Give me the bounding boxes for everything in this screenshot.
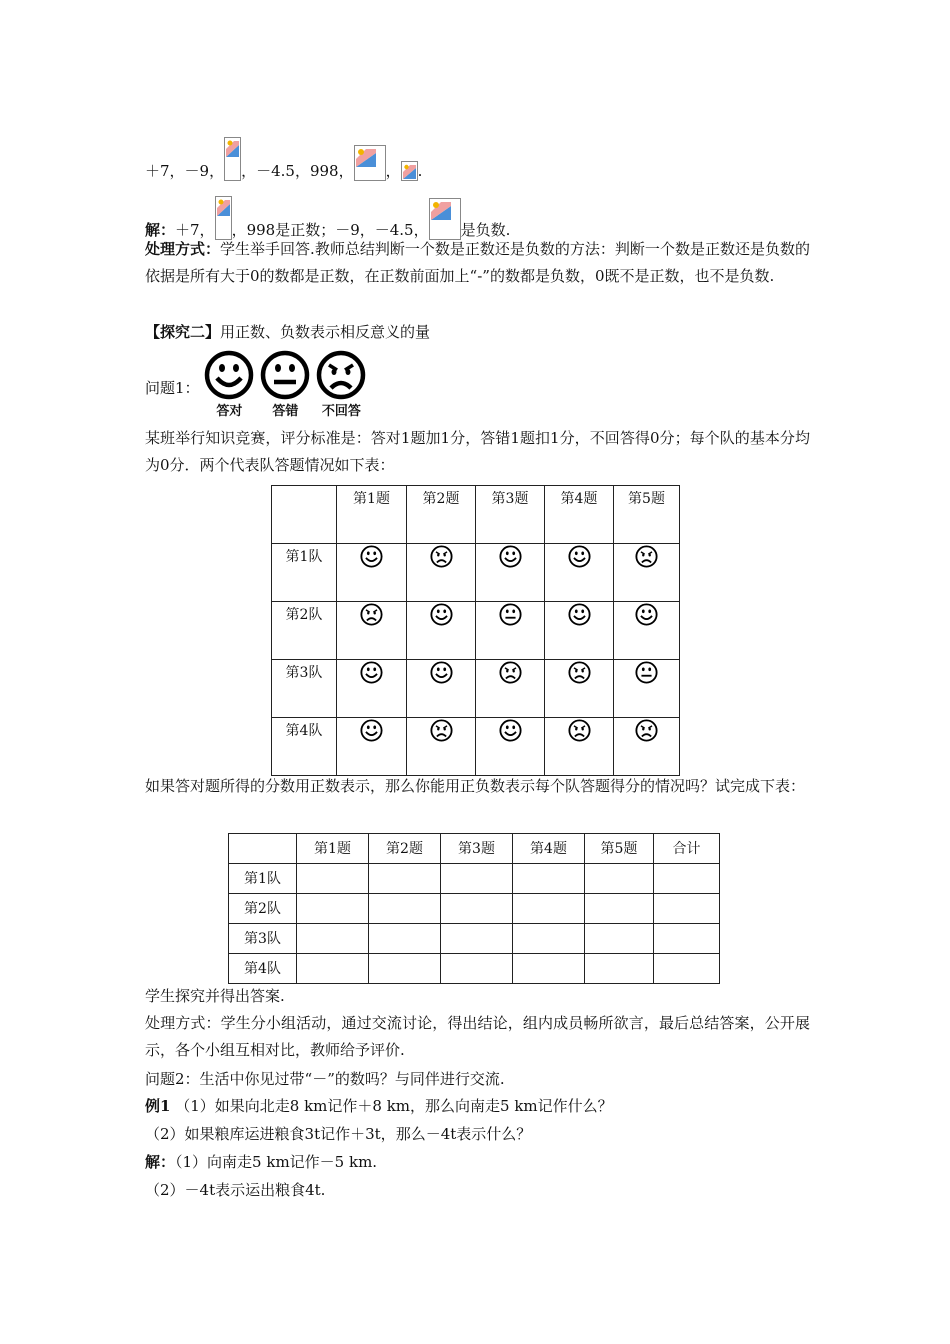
question-paragraph: 如果答对题所得的分数用正数表示，那么你能用正负数表示每个队答题得分的情况吗？试完成下表： <box>145 777 806 795</box>
score-cell[interactable] <box>369 894 441 924</box>
frown-face-icon <box>568 661 591 684</box>
column-header: 第1题 <box>297 834 369 864</box>
face-cell <box>337 602 407 660</box>
broken-image-icon <box>354 145 386 181</box>
team-label: 第1队 <box>229 864 297 894</box>
face-cell <box>337 718 407 776</box>
table-row <box>272 544 680 602</box>
broken-image-icon <box>215 196 232 240</box>
column-header: 第4题 <box>545 486 614 544</box>
smile-face-icon <box>499 545 522 568</box>
smile-face-icon <box>568 603 591 626</box>
column-header: 第1题 <box>337 486 407 544</box>
table-row <box>272 718 680 776</box>
face-legend-item <box>316 350 366 422</box>
solution-part-2: （2）－4t表示运出粮食4t. <box>145 1181 326 1199</box>
frown-face-icon <box>568 719 591 742</box>
team-label: 第3队 <box>272 660 337 718</box>
face-cell <box>337 544 407 602</box>
column-header: 合计 <box>654 834 720 864</box>
face-cell <box>614 660 680 718</box>
score-cell[interactable] <box>654 894 720 924</box>
score-cell[interactable] <box>297 924 369 954</box>
face-cell <box>476 660 545 718</box>
score-cell[interactable] <box>369 864 441 894</box>
smile-face-icon <box>635 603 658 626</box>
broken-image-icon <box>401 161 418 181</box>
score-cell[interactable] <box>585 954 654 984</box>
face-cell <box>407 602 476 660</box>
score-cell[interactable] <box>513 954 585 984</box>
broken-image-icon <box>429 198 461 240</box>
frown-face-icon <box>430 545 453 568</box>
smile-face-icon <box>204 350 254 400</box>
neutral-face-icon <box>260 350 310 400</box>
face-cell <box>476 602 545 660</box>
column-header: 第5题 <box>585 834 654 864</box>
face-legend-item <box>260 350 310 422</box>
face-cell <box>407 544 476 602</box>
method-paragraph: 处理方式：学生举手回答.教师总结判断一个数是正数还是负数的方法：判断一个数是正数还是负数的依据是所有大于0的数都是正数，在正数前面加上“-”的数都是负数，0既不是正数，也不是负数. <box>145 240 810 285</box>
column-header: 第5题 <box>614 486 680 544</box>
score-cell[interactable] <box>441 954 513 984</box>
frown-face-icon <box>499 661 522 684</box>
team-label: 第4队 <box>272 718 337 776</box>
score-cell[interactable] <box>297 864 369 894</box>
score-cell[interactable] <box>369 924 441 954</box>
method-2-paragraph: 处理方式：学生分小组活动，通过交流讨论，得出结论，组内成员畅所欲言，最后总结答案，公开展示，各个小组互相对比，教师给予评价. <box>145 1014 810 1059</box>
team-label: 第1队 <box>272 544 337 602</box>
face-legend-label: 不回答 <box>321 404 361 419</box>
face-legend-label: 答对 <box>216 404 243 419</box>
score-cell[interactable] <box>513 894 585 924</box>
smile-face-icon <box>499 719 522 742</box>
face-cell <box>614 718 680 776</box>
smile-face-icon <box>430 661 453 684</box>
score-cell[interactable] <box>654 924 720 954</box>
example-1-line: 例1 （1）如果向北走8 km记作＋8 km，那么向南走5 km记作什么？ <box>145 1097 613 1115</box>
face-cell <box>545 602 614 660</box>
score-cell[interactable] <box>585 894 654 924</box>
question-1: 问题1： 答对 答错 不回答 <box>145 350 372 422</box>
score-cell[interactable] <box>585 864 654 894</box>
column-header: 第3题 <box>476 486 545 544</box>
face-cell <box>407 660 476 718</box>
table-row <box>229 864 720 894</box>
score-cell[interactable] <box>441 864 513 894</box>
smile-face-icon <box>360 719 383 742</box>
score-cell[interactable] <box>297 954 369 984</box>
face-legend-label: 答错 <box>272 404 299 419</box>
column-header: 第3题 <box>441 834 513 864</box>
score-table <box>228 833 720 984</box>
table-row <box>272 602 680 660</box>
face-cell <box>407 718 476 776</box>
frown-face-icon <box>430 719 453 742</box>
question-2: 问题2：生活中你见过带“－”的数吗？与同伴进行交流. <box>145 1070 505 1088</box>
face-legend-item <box>204 350 254 422</box>
table-row <box>229 894 720 924</box>
table-row <box>229 924 720 954</box>
score-cell[interactable] <box>585 924 654 954</box>
score-cell[interactable] <box>513 864 585 894</box>
answer-situation-table <box>271 485 680 776</box>
column-header <box>229 834 297 864</box>
score-cell[interactable] <box>654 954 720 984</box>
face-cell <box>545 544 614 602</box>
frown-face-icon <box>635 719 658 742</box>
example-1-part-2: （2）如果粮库运进粮食3t记作＋3t，那么－4t表示什么？ <box>145 1125 532 1143</box>
face-cell <box>476 718 545 776</box>
smile-face-icon <box>568 545 591 568</box>
smile-face-icon <box>360 545 383 568</box>
face-cell <box>476 544 545 602</box>
section-heading: 【探究二】用正数、负数表示相反意义的量 <box>145 323 431 341</box>
face-cell <box>614 602 680 660</box>
score-cell[interactable] <box>297 894 369 924</box>
column-header: 第4题 <box>513 834 585 864</box>
column-header: 第2题 <box>407 486 476 544</box>
face-cell <box>614 544 680 602</box>
team-label: 第2队 <box>272 602 337 660</box>
neutral-face-icon <box>499 603 522 626</box>
table-row <box>272 660 680 718</box>
frown-face-icon <box>635 545 658 568</box>
team-label: 第3队 <box>229 924 297 954</box>
answer-line: 解：＋7， ，998是正数；－9，－4.5， 是负数. <box>145 196 510 240</box>
score-cell[interactable] <box>441 924 513 954</box>
score-cell[interactable] <box>654 864 720 894</box>
face-cell <box>337 660 407 718</box>
team-label: 第4队 <box>229 954 297 984</box>
solution-line: 解：（1）向南走5 km记作－5 km. <box>145 1153 378 1171</box>
frown-face-icon <box>360 603 383 626</box>
table-header-row <box>229 834 720 864</box>
neutral-face-icon <box>635 661 658 684</box>
broken-image-icon <box>224 137 241 181</box>
smile-face-icon <box>430 603 453 626</box>
column-header: 第2题 <box>369 834 441 864</box>
frown-face-icon <box>316 350 366 400</box>
score-cell[interactable] <box>513 924 585 954</box>
score-cell[interactable] <box>441 894 513 924</box>
table-header-row <box>272 486 680 544</box>
student-answer: 学生探究并得出答案. <box>145 987 285 1005</box>
team-label: 第2队 <box>229 894 297 924</box>
column-header <box>272 486 337 544</box>
smile-face-icon <box>360 661 383 684</box>
score-cell[interactable] <box>369 954 441 984</box>
contest-paragraph: 某班举行知识竞赛，评分标准是：答对1题加1分，答错1题扣1分，不回答得0分；每个队的基本分均为0分．两个代表队答题情况如下表： <box>145 429 810 474</box>
number-list-line: ＋7，－9， ，－4.5，998， ， . <box>145 137 422 181</box>
face-cell <box>545 718 614 776</box>
face-cell <box>545 660 614 718</box>
table-row <box>229 954 720 984</box>
